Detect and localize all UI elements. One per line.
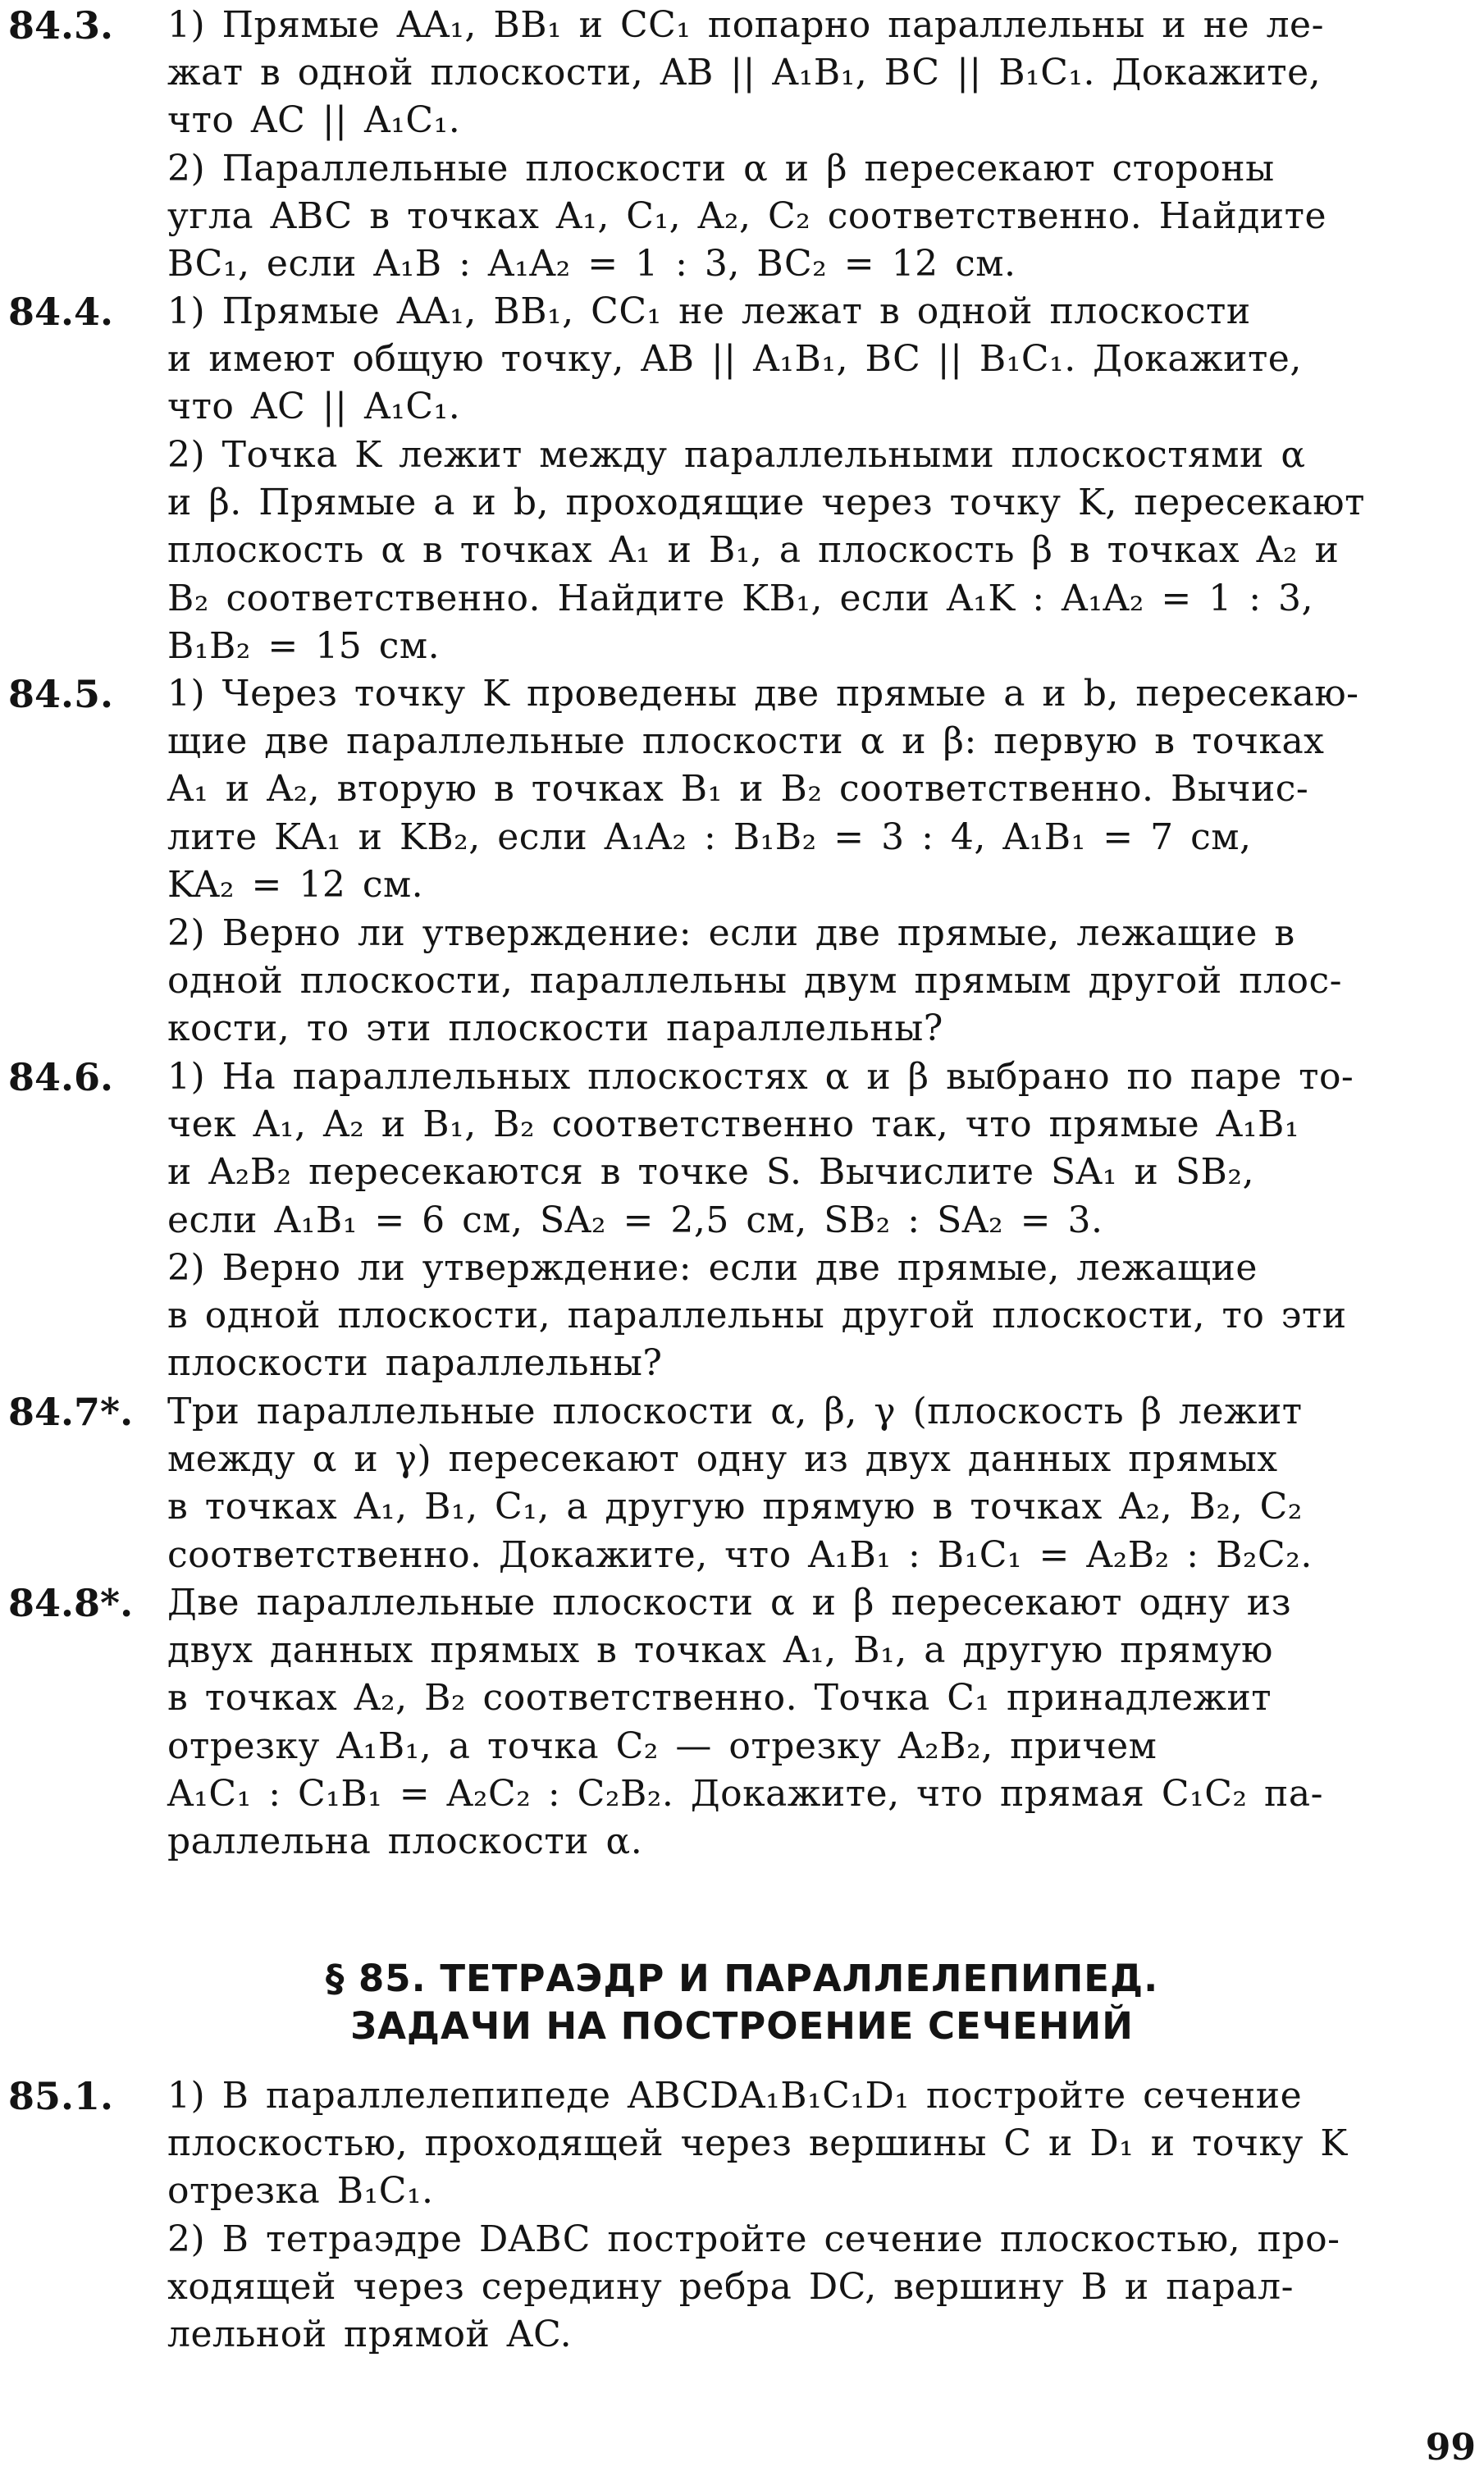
problem-number: 84.6. [8,1055,114,1099]
text-line: лите KA₁ и KB₂, если A₁A₂ : B₁B₂ = 3 : 4, A₁B₁ = 7 см, [167,815,1252,858]
text-line: щие две параллельные плоскости α и β: первую в точках [167,720,1325,763]
section-title-line-1: § 85. ТЕТРАЭДР И ПАРАЛЛЕЛЕПИПЕД. [325,1957,1159,2000]
text-line: Три параллельные плоскости α, β, γ (плоскость β лежит [167,1391,1303,1432]
text-line: Две параллельные плоскости α и β пересекают одну из [167,1582,1292,1624]
text-line: B₁B₂ = 15 см. [167,624,441,667]
text-line: между α и γ) пересекают одну из двух данных прямых [167,1438,1278,1481]
text-line: 2) Верно ли утверждение: если две прямые, лежащие в [167,912,1295,954]
text-line: KA₂ = 12 см. [167,863,424,906]
text-line: в точках A₂, B₂ соответственно. Точка C₁ принадлежит [167,1677,1272,1720]
text-line: одной плоскости, параллельны двум прямым другой плос- [167,960,1342,1003]
problem-part-1 [167,670,1359,909]
page-number: 99 [1425,2427,1476,2469]
text-line: двух данных прямых в точках A₁, B₁, а другую прямую [167,1629,1273,1672]
problem-number: 84.4. [8,290,114,334]
text-line: плоскость α в точках A₁ и B₁, а плоскость β в точках A₂ и [167,529,1340,572]
text-line: чек A₁, A₂ и B₁, B₂ соответственно так, что прямые A₁B₁ [167,1103,1300,1146]
problem-number: 84.5. [8,672,114,716]
text-line: A₁C₁ : C₁B₁ = A₂C₂ : C₂B₂. Докажите, что прямая C₁C₂ па- [167,1772,1323,1815]
text-line: плоскости параллельны? [167,1342,663,1385]
text-line: отрезка B₁C₁. [167,2170,434,2213]
text-line: что AC || A₁C₁. [167,386,461,428]
text-line: и A₂B₂ пересекаются в точке S. Вычислите SA₁ и SB₂, [167,1151,1254,1194]
text-line: 1) В параллелепипеде ABCDA₁B₁C₁D₁ постройте сечение [167,2075,1303,2117]
problem-part-2 [167,145,1326,289]
text-line: A₁ и A₂, вторую в точках B₁ и B₂ соответственно. Вычис- [167,768,1309,811]
text-line: 2) Точка K лежит между параллельными плоскостями α [167,434,1306,476]
text-line: BC₁, если A₁B : A₁A₂ = 1 : 3, BC₂ = 12 см. [167,243,1016,286]
text-line: что AC || A₁C₁. [167,99,461,142]
problem-number: 85.1. [8,2074,114,2118]
text-line: раллельна плоскости α. [167,1820,643,1863]
problem-number: 84.8*. [8,1581,134,1625]
text-line: и имеют общую точку, AB || A₁B₁, BC || B₁C₁. Докажите, [167,338,1302,381]
section-title-line-2: ЗАДАЧИ НА ПОСТРОЕНИЕ СЕЧЕНИЙ [350,2004,1134,2048]
problem-text [167,1388,1313,1579]
problem-number: 84.7*. [8,1390,134,1434]
problem-part-2 [167,432,1365,670]
text-line: угла ABC в точках A₁, C₁, A₂, C₂ соответственно. Найдите [167,195,1326,238]
text-line: B₂ соответственно. Найдите KB₁, если A₁K : A₁A₂ = 1 : 3, [167,577,1313,619]
text-line: 2) Верно ли утверждение: если две прямые, лежащие [167,1247,1258,1289]
problem-part-1 [167,2072,1348,2216]
problem-part-1 [167,1053,1354,1245]
text-line: лельной прямой AC. [167,2314,573,2356]
problem-part-1 [167,288,1302,432]
problem-part-2 [167,910,1342,1053]
problem-part-2 [167,1245,1347,1388]
text-line: кости, то эти плоскости параллельны? [167,1007,943,1050]
text-line: 2) В тетраэдре DABC постройте сечение плоскостью, про- [167,2218,1340,2260]
problem-number: 84.3. [8,3,114,48]
text-line: отрезку A₁B₁, а точка C₂ — отрезку A₂B₂, причем [167,1724,1158,1767]
problem-part-2 [167,2216,1340,2359]
text-line: если A₁B₁ = 6 см, SA₂ = 2,5 см, SB₂ : SA₂ = 3. [167,1199,1103,1241]
text-line: плоскостью, проходящей через вершины C и D₁ и точку K [167,2122,1348,2165]
text-line: 1) На параллельных плоскостях α и β выбрано по паре то- [167,1056,1354,1098]
problem-part-1 [167,2,1324,145]
text-line: 1) Прямые AA₁, BB₁, CC₁ не лежат в одной плоскости [167,290,1251,332]
text-line: 1) Прямые AA₁, BB₁ и CC₁ попарно параллельны и не ле- [167,4,1324,46]
text-line: 2) Параллельные плоскости α и β пересекают стороны [167,148,1275,190]
text-line: жат в одной плоскости, AB || A₁B₁, BC || B₁C₁. Докажите, [167,52,1322,94]
text-line: и β. Прямые a и b, проходящие через точку K, пересекают [167,482,1365,524]
text-line: ходящей через середину ребра DC, вершину B и парал- [167,2266,1294,2309]
text-line: в одной плоскости, параллельны другой плоскости, то эти [167,1295,1347,1337]
text-line: 1) Через точку K проведены две прямые a и b, пересекаю- [167,673,1359,715]
text-line: соответственно. Докажите, что A₁B₁ : B₁C₁ = A₂B₂ : B₂C₂. [167,1533,1313,1576]
text-line: в точках A₁, B₁, C₁, а другую прямую в точках A₂, B₂, C₂ [167,1486,1303,1528]
problem-text [167,1579,1323,1866]
